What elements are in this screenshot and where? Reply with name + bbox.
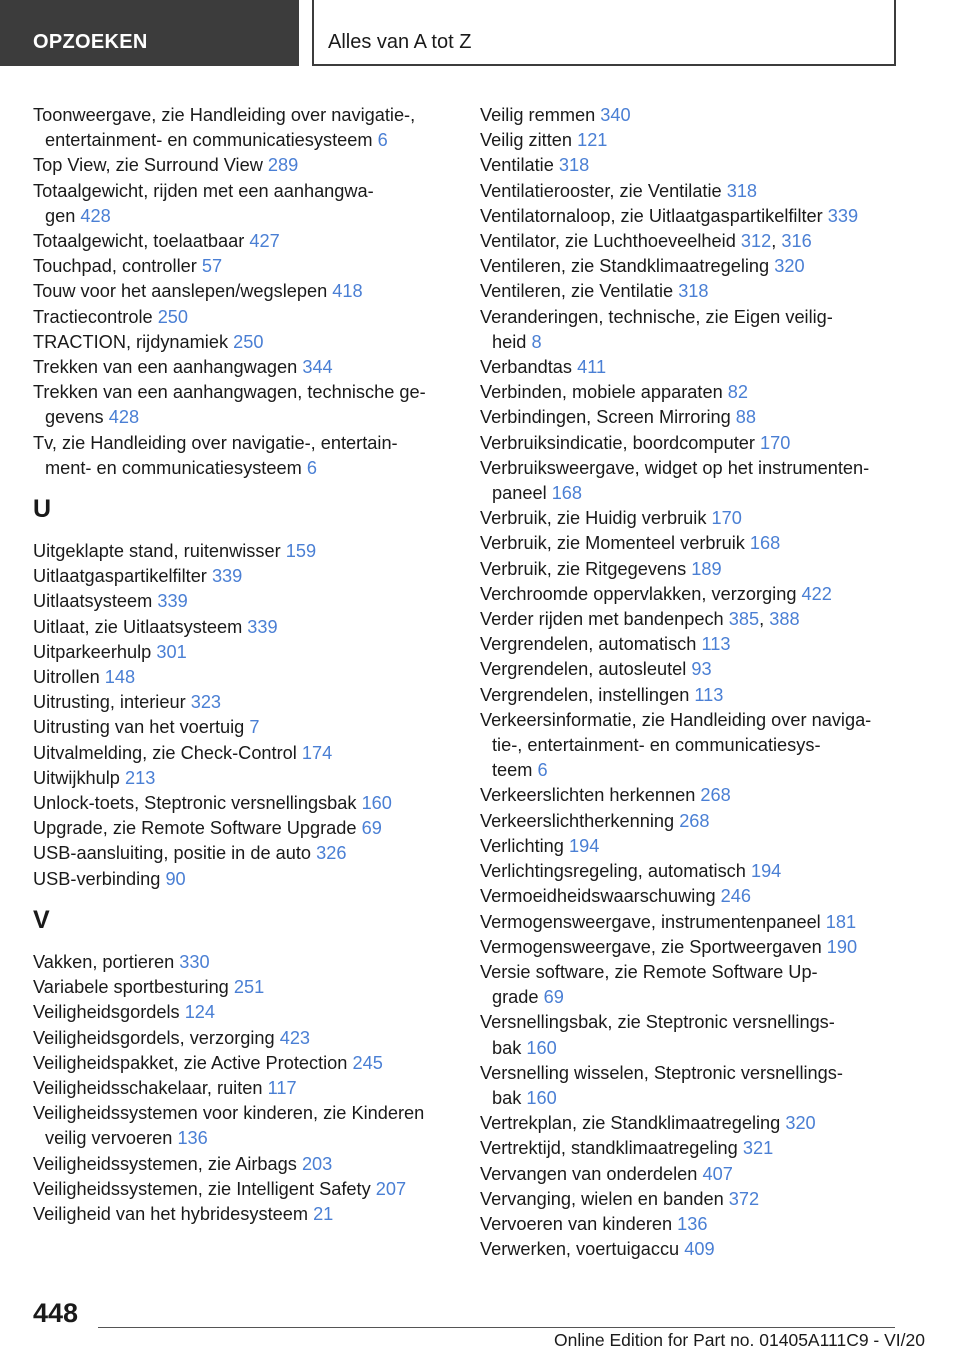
entry-term: Verkeerslichtherkenning bbox=[480, 810, 675, 831]
page-reference-link[interactable]: 422 bbox=[801, 583, 832, 604]
index-entry bbox=[480, 456, 910, 506]
entry-term: Ventilator, zie Luchthoeveelheid bbox=[480, 231, 736, 252]
page-reference-link[interactable]: 339 bbox=[211, 566, 243, 587]
page-reference-link[interactable]: 6 bbox=[377, 130, 388, 151]
page-reference-link[interactable]: 121 bbox=[577, 130, 608, 151]
page-reference-link[interactable]: 148 bbox=[104, 667, 136, 688]
entry-term: Vermogensweergave, instrumentenpaneel bbox=[480, 911, 821, 932]
index-column-left bbox=[33, 103, 458, 1227]
entries-t-list bbox=[33, 103, 458, 481]
page-reference-link[interactable]: 170 bbox=[711, 508, 742, 529]
index-entry bbox=[33, 103, 458, 153]
entry-term: gen bbox=[45, 205, 76, 226]
index-entry bbox=[480, 859, 910, 884]
page-reference-link[interactable]: 318 bbox=[558, 155, 590, 176]
entry-term: Vervoeren van kinderen bbox=[480, 1213, 673, 1234]
page-reference-link[interactable]: 69 bbox=[361, 818, 382, 839]
entry-term: Verbandtas bbox=[480, 357, 573, 378]
page-reference-link[interactable]: 372 bbox=[728, 1188, 760, 1209]
entry-term: Veiligheidsgordels bbox=[33, 1002, 180, 1023]
page-reference-link[interactable]: 320 bbox=[774, 256, 805, 277]
entry-term: Verbinden, mobiele apparaten bbox=[480, 382, 723, 403]
page-reference-link[interactable]: 160 bbox=[526, 1037, 557, 1058]
entry-term: Verbindingen, Screen Mirroring bbox=[480, 407, 731, 428]
entry-term: Versnelling wisselen, Steptronic versnellings- bbox=[480, 1062, 843, 1083]
entry-term: Uitparkeerhulp bbox=[33, 641, 152, 662]
page-footer bbox=[0, 1290, 960, 1362]
page-reference-link[interactable]: 82 bbox=[727, 382, 748, 403]
entry-term: Ventilatierooster, zie Ventilatie bbox=[480, 180, 722, 201]
index-entry bbox=[480, 557, 910, 582]
index-entry bbox=[33, 380, 458, 430]
page-reference-link[interactable]: 320 bbox=[785, 1113, 816, 1134]
entry-term: Vergrendelen, instellingen bbox=[480, 684, 690, 705]
letter-heading-v: V bbox=[33, 905, 50, 934]
index-entry bbox=[480, 405, 910, 430]
page-reference-link[interactable]: 339 bbox=[247, 616, 278, 637]
page-reference-link[interactable]: 194 bbox=[750, 861, 782, 882]
index-entry bbox=[33, 539, 458, 564]
page-reference-link[interactable]: 407 bbox=[702, 1163, 733, 1184]
entries-v-continued-list bbox=[480, 103, 910, 1262]
page-reference-link[interactable]: 326 bbox=[316, 843, 347, 864]
entry-term: Vertrekplan, zie Standklimaatregeling bbox=[480, 1113, 781, 1134]
page-reference-link[interactable]: 250 bbox=[157, 306, 189, 327]
page-reference-link[interactable]: 8 bbox=[531, 331, 542, 352]
page-reference-link[interactable]: 321 bbox=[742, 1138, 774, 1159]
index-entry bbox=[480, 1162, 910, 1187]
page-reference-link[interactable]: 113 bbox=[701, 634, 731, 655]
index-entry bbox=[33, 305, 458, 330]
page-reference-link[interactable]: 168 bbox=[551, 483, 583, 504]
entry-term: Verbruik, zie Momenteel verbruik bbox=[480, 533, 745, 554]
index-entry bbox=[33, 665, 458, 690]
index-entry bbox=[33, 589, 458, 614]
entry-term: Uitlaatsysteem bbox=[33, 591, 153, 612]
page-reference-link[interactable]: 203 bbox=[301, 1153, 333, 1174]
page-reference-link[interactable]: 423 bbox=[279, 1027, 311, 1048]
entry-term: Uitrollen bbox=[33, 667, 100, 688]
entry-term: Verder rijden met bandenpech bbox=[480, 609, 724, 630]
index-entry bbox=[33, 1000, 458, 1025]
index-entry bbox=[33, 791, 458, 816]
index-entry bbox=[480, 632, 910, 657]
page-reference-link[interactable]: 312 bbox=[740, 231, 772, 252]
page-reference-link[interactable]: 409 bbox=[684, 1239, 715, 1260]
page-reference-link[interactable]: 170 bbox=[760, 432, 791, 453]
page-reference-link[interactable]: 136 bbox=[177, 1128, 208, 1149]
index-entry bbox=[480, 204, 910, 229]
index-entry bbox=[480, 179, 910, 204]
page-reference-link[interactable]: 190 bbox=[826, 936, 858, 957]
page-reference-link[interactable]: 427 bbox=[249, 231, 280, 252]
page-reference-link[interactable]: 411 bbox=[577, 357, 607, 378]
entry-term: Vervanging, wielen en banden bbox=[480, 1188, 724, 1209]
index-entry bbox=[480, 305, 910, 355]
page-reference-link[interactable]: 6 bbox=[537, 760, 548, 781]
page-reference-link[interactable]: 189 bbox=[691, 558, 722, 579]
page-header bbox=[0, 0, 960, 66]
entry-term: Verbruik, zie Huidig verbruik bbox=[480, 508, 707, 529]
index-entry bbox=[480, 708, 910, 784]
index-entry bbox=[33, 279, 458, 304]
page-reference-link[interactable]: 21 bbox=[313, 1203, 334, 1224]
page-reference-link[interactable]: 330 bbox=[179, 951, 210, 972]
index-entry bbox=[480, 531, 910, 556]
index-entry bbox=[480, 431, 910, 456]
footer-divider bbox=[98, 1327, 895, 1328]
index-entry bbox=[33, 816, 458, 841]
entry-term: Veiligheidssystemen, zie Airbags bbox=[33, 1153, 297, 1174]
entry-term: Verbruik, zie Ritgegevens bbox=[480, 558, 687, 579]
index-entry bbox=[33, 1152, 458, 1177]
entry-term: Verkeersinformatie, zie Handleiding over naviga- bbox=[480, 709, 872, 730]
page-reference-link[interactable]: 289 bbox=[267, 155, 299, 176]
page-reference-link[interactable]: 318 bbox=[678, 281, 709, 302]
index-entry bbox=[33, 1101, 458, 1151]
entry-term: TRACTION, rijdynamiek bbox=[33, 331, 229, 352]
page-reference-link[interactable]: 268 bbox=[700, 785, 731, 806]
index-entry bbox=[480, 355, 910, 380]
index-entry bbox=[480, 884, 910, 909]
page-number: 448 bbox=[33, 1298, 79, 1328]
index-entry bbox=[33, 330, 458, 355]
entry-term: Uitlaatgaspartikelfilter bbox=[33, 566, 207, 587]
index-entry bbox=[33, 254, 458, 279]
page-reference-link[interactable]: 339 bbox=[157, 591, 188, 612]
index-entry bbox=[33, 355, 458, 380]
entry-term: heid bbox=[492, 331, 527, 352]
entry-term: Uitlaat, zie Uitlaatsysteem bbox=[33, 616, 243, 637]
page-reference-link[interactable]: 88 bbox=[735, 407, 757, 428]
page-reference-link[interactable]: 93 bbox=[691, 659, 712, 680]
entry-term: Versie software, zie Remote Software Up- bbox=[480, 961, 818, 982]
entry-term: paneel bbox=[492, 483, 547, 504]
index-entry bbox=[480, 1212, 910, 1237]
entries-u-list bbox=[33, 539, 458, 892]
entry-term: Vervangen van onderdelen bbox=[480, 1163, 698, 1184]
entry-term: Veranderingen, technische, zie Eigen veilig- bbox=[480, 306, 833, 327]
index-entry bbox=[480, 380, 910, 405]
entry-term: Ventileren, zie Standklimaatregeling bbox=[480, 256, 770, 277]
page-reference-link[interactable]: 245 bbox=[352, 1052, 383, 1073]
entry-term: Veilig remmen bbox=[480, 105, 596, 125]
index-entry bbox=[480, 254, 910, 279]
entry-term: bak bbox=[492, 1087, 522, 1108]
page-reference-link[interactable]: 90 bbox=[165, 868, 186, 889]
entry-term: Uitvalmelding, zie Check-Control bbox=[33, 742, 297, 763]
page-reference-link[interactable]: 418 bbox=[332, 281, 363, 302]
entry-term: Verbruiksindicatie, boordcomputer bbox=[480, 432, 755, 453]
index-entry bbox=[480, 783, 910, 808]
entry-term: Top View, zie Surround View bbox=[33, 155, 263, 176]
page-reference-link[interactable]: 385 bbox=[728, 609, 760, 630]
index-entry bbox=[480, 935, 910, 960]
index-entry bbox=[480, 1010, 910, 1060]
entry-term: Trekken van een aanhangwagen bbox=[33, 357, 298, 378]
index-entry bbox=[33, 841, 458, 866]
page-reference-link[interactable]: 160 bbox=[526, 1087, 557, 1108]
entry-term: Toonweergave, zie Handleiding over navigatie-, bbox=[33, 105, 416, 125]
entry-term: Veiligheidspakket, zie Active Protection bbox=[33, 1052, 348, 1073]
entry-term: Vergrendelen, autosleutel bbox=[480, 659, 687, 680]
entry-term: Verwerken, voertuigaccu bbox=[480, 1239, 680, 1260]
entry-term: Veiligheidsgordels, verzorging bbox=[33, 1027, 275, 1048]
index-column-right bbox=[480, 103, 910, 1262]
index-entry bbox=[33, 615, 458, 640]
entry-term: bak bbox=[492, 1037, 522, 1058]
page-reference-link[interactable]: 250 bbox=[233, 331, 264, 352]
index-entry bbox=[480, 1237, 910, 1262]
page-reference-link[interactable]: 181 bbox=[825, 911, 857, 932]
entry-term: Uitwijkhulp bbox=[33, 767, 120, 788]
page-reference-link[interactable]: 323 bbox=[190, 692, 222, 713]
entry-term: Touchpad, controller bbox=[33, 256, 197, 277]
page-reference-link[interactable]: 124 bbox=[184, 1002, 216, 1023]
index-entry: Ventilator, zie Luchthoeveelheid 312, 316 bbox=[480, 231, 812, 252]
entry-term: Tv, zie Handleiding over navigatie-, entertain- bbox=[33, 432, 398, 453]
index-entry bbox=[33, 1026, 458, 1051]
index-entry bbox=[33, 640, 458, 665]
entry-term: gevens bbox=[45, 407, 104, 428]
letter-heading-u: U bbox=[33, 495, 52, 524]
entry-term: Totaalgewicht, toelaatbaar bbox=[33, 231, 245, 252]
page-reference-link[interactable]: 340 bbox=[600, 105, 631, 125]
page-reference-link[interactable]: 268 bbox=[679, 810, 710, 831]
page-reference-link[interactable]: 318 bbox=[726, 180, 758, 201]
chapter-title: Alles van A tot Z bbox=[312, 0, 896, 66]
entry-term: Variabele sportbesturing bbox=[33, 977, 229, 998]
entry-term: tie-, entertainment- en communicatiesys- bbox=[492, 735, 821, 756]
index-entry bbox=[33, 1177, 458, 1202]
entry-term: entertainment- en communicatiesysteem bbox=[45, 130, 373, 151]
index-entry bbox=[33, 741, 458, 766]
entry-term: Touw voor het aanslepen/wegslepen bbox=[33, 281, 328, 302]
index-entry bbox=[480, 910, 910, 935]
entry-term: Ventileren, zie Ventilatie bbox=[480, 281, 674, 302]
index-entry bbox=[33, 715, 458, 740]
page-reference-link[interactable]: 428 bbox=[80, 205, 111, 226]
entry-term: Totaalgewicht, rijden met een aanhangwa- bbox=[33, 180, 374, 201]
entries-v-list bbox=[33, 950, 458, 1227]
entry-term: Vermoeidheidswaarschuwing bbox=[480, 886, 716, 907]
index-entry bbox=[33, 690, 458, 715]
index-entry bbox=[33, 564, 458, 589]
entry-term: Uitgeklapte stand, ruitenwisser bbox=[33, 541, 281, 562]
page-reference-link[interactable]: 207 bbox=[375, 1178, 407, 1199]
page-reference-link[interactable]: 388 bbox=[769, 609, 800, 630]
index-entry bbox=[480, 809, 910, 834]
index-entry bbox=[33, 1202, 458, 1227]
index-entry bbox=[33, 766, 458, 791]
page-reference-link[interactable]: 136 bbox=[677, 1213, 708, 1234]
entry-term: Verbruiksweergave, widget op het instrumenten- bbox=[480, 457, 870, 478]
index-entry bbox=[33, 229, 458, 254]
index-entry bbox=[33, 975, 458, 1000]
edition-note: Online Edition for Part no. 01405A111C9 - VI/20 bbox=[554, 1330, 925, 1350]
index-entry bbox=[33, 153, 458, 178]
entry-term: Veiligheid van het hybridesysteem bbox=[33, 1203, 308, 1224]
index-entry bbox=[480, 506, 910, 531]
entry-term: veilig vervoeren bbox=[45, 1128, 173, 1149]
page-reference-link[interactable]: 160 bbox=[361, 793, 392, 814]
page-reference-link[interactable]: 117 bbox=[267, 1077, 297, 1098]
page-reference-link[interactable]: 428 bbox=[108, 407, 140, 428]
entry-term: Uitrusting van het voertuig bbox=[33, 717, 245, 738]
section-tab: OPZOEKEN bbox=[0, 0, 299, 66]
index-entry bbox=[480, 1136, 910, 1161]
page-reference-link[interactable]: 69 bbox=[543, 987, 564, 1008]
entry-term: Veiligheidssystemen voor kinderen, zie Kinderen bbox=[33, 1103, 425, 1124]
entry-term: Veiligheidsschakelaar, ruiten bbox=[33, 1077, 263, 1098]
entry-term: Vakken, portieren bbox=[33, 951, 175, 972]
page-reference-link[interactable]: 344 bbox=[302, 357, 333, 378]
page-reference-link[interactable]: 174 bbox=[301, 742, 333, 763]
page-reference-link[interactable]: 194 bbox=[568, 835, 600, 856]
entry-term: Trekken van een aanhangwagen, technische ge- bbox=[33, 382, 426, 403]
entry-term: Verchroomde oppervlakken, verzorging bbox=[480, 583, 797, 604]
page-reference-link[interactable]: 301 bbox=[156, 641, 187, 662]
entry-term: Ventilatornaloop, zie Uitlaatgaspartikelfilter bbox=[480, 205, 823, 226]
index-entry bbox=[33, 950, 458, 975]
page-reference-link[interactable]: 6 bbox=[306, 457, 317, 478]
entry-term: Upgrade, zie Remote Software Upgrade bbox=[33, 818, 357, 839]
entry-term: USB-verbinding bbox=[33, 868, 161, 889]
entry-term: Vertrektijd, standklimaatregeling bbox=[480, 1138, 738, 1159]
page-reference-link[interactable]: 159 bbox=[285, 541, 317, 562]
entry-term: Verlichtingsregeling, automatisch bbox=[480, 861, 746, 882]
entry-term: teem bbox=[492, 760, 533, 781]
entry-term: Tractiecontrole bbox=[33, 306, 153, 327]
entry-term: Veilig zitten bbox=[480, 130, 573, 151]
index-entry bbox=[33, 179, 458, 229]
entry-term: Versnellingsbak, zie Steptronic versnellings- bbox=[480, 1012, 835, 1033]
entry-term: Veiligheidssystemen, zie Intelligent Safety bbox=[33, 1178, 371, 1199]
page-reference-link[interactable]: 339 bbox=[827, 205, 859, 226]
entry-term: Ventilatie bbox=[480, 155, 554, 176]
entry-term: Verlichting bbox=[480, 835, 564, 856]
index-entry bbox=[33, 1051, 458, 1076]
entry-term: ment- en communicatiesysteem bbox=[45, 457, 302, 478]
page-reference-link[interactable]: 7 bbox=[249, 717, 260, 738]
index-entry bbox=[480, 128, 910, 153]
entry-term: grade bbox=[492, 987, 539, 1008]
entry-term: Uitrusting, interieur bbox=[33, 692, 186, 713]
index-entry bbox=[480, 1061, 910, 1111]
page-reference-link[interactable]: 246 bbox=[720, 886, 751, 907]
index-entry bbox=[33, 431, 458, 481]
index-entry: Verder rijden met bandenpech 385, 388 bbox=[480, 609, 800, 630]
index-entry bbox=[480, 1111, 910, 1136]
page-reference-link[interactable]: 316 bbox=[781, 231, 812, 252]
entry-term: Vermogensweergave, zie Sportweergaven bbox=[480, 936, 822, 957]
index-entry bbox=[480, 279, 910, 304]
index-entry bbox=[480, 153, 910, 178]
entry-term: Verkeerslichten herkennen bbox=[480, 785, 696, 806]
entry-term: USB-aansluiting, positie in de auto bbox=[33, 843, 312, 864]
page-reference-link[interactable]: 168 bbox=[749, 533, 781, 554]
index-entry bbox=[480, 960, 910, 1010]
entry-term: Vergrendelen, automatisch bbox=[480, 634, 697, 655]
index-entry bbox=[33, 867, 458, 892]
index-entry bbox=[480, 1187, 910, 1212]
page-reference-link[interactable]: 57 bbox=[201, 256, 223, 277]
page-reference-link[interactable]: 213 bbox=[125, 767, 156, 788]
index-entry bbox=[480, 834, 910, 859]
entry-term: Unlock-toets, Steptronic versnellingsbak bbox=[33, 793, 357, 814]
index-entry bbox=[33, 1076, 458, 1101]
page-reference-link[interactable]: 251 bbox=[233, 977, 265, 998]
index-entry bbox=[480, 103, 910, 128]
index-entry bbox=[480, 683, 910, 708]
page-reference-link[interactable]: 113 bbox=[694, 684, 724, 705]
index-entry bbox=[480, 582, 910, 607]
index-entry bbox=[480, 657, 910, 682]
